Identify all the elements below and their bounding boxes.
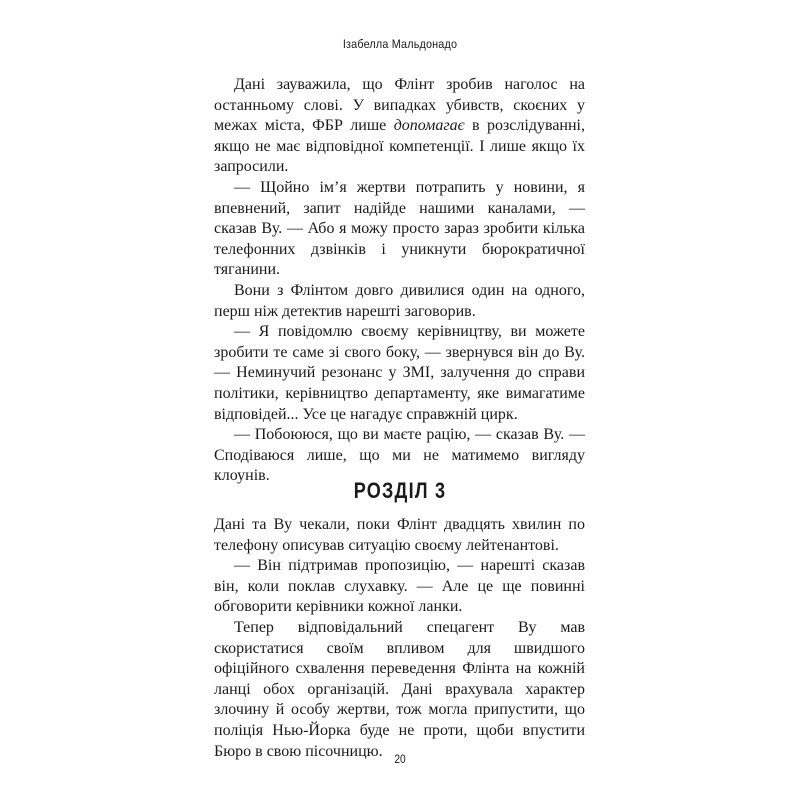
- page-number: 20: [394, 752, 406, 766]
- paragraph: Тепер відповідальний спецагент Ву мав скористатися своїм впливом для швидшого офіційного схвалення переведення Флінта на кожній ланці обох організацій. Дані врахувала характер злочину й особу жертви, тож могла припустити, що поліція Нью-Йорка буде не проти, щоби впустити Бюро в свою пісочницю.: [214, 618, 585, 760]
- paragraph: — Він підтримав пропозицію, — нарешті сказав він, коли поклав слухавку. — Але це ще повинні обговорити керівники кожної ланки.: [214, 557, 585, 616]
- paragraph: Вони з Флінтом довго дивилися один на одного, перш ніж детектив нарешті заговорив.: [214, 281, 585, 320]
- paragraph: — Я повідомлю своєму керівництву, ви можете зробити те саме зі свого боку, — звернувся він до Ву. — Неминучий резонанс у ЗМІ, залучення до справи політики, керівництво департаменту, яке вимагатиме відповідей... Усе це нагадує справжній цирк.: [214, 323, 585, 423]
- paragraph-text: в розслідуванні, якщо не має відповідної компетенції. І лише якщо їх запросили.: [214, 117, 585, 176]
- running-header-author: Ізабелла Мальдонадо: [342, 37, 458, 51]
- paragraph: — Щойно ім’я жертви потрапить у новини, я впевнений, запит надійде нашими каналами, — сказав Ву. — Або я можу просто зараз зробити кілька телефонних дзвінків і уникнути бюрократичної тяганини.: [214, 178, 585, 279]
- emphasized-word: допомагає: [393, 117, 465, 135]
- chapter-text-top: [214, 75, 585, 487]
- paragraph: — Побоююся, що ви маєте рацію, — сказав Ву. — Сподіваюся лише, що ми не матимемо вигляду клоунів.: [214, 426, 585, 485]
- chapter-title: РОЗДІЛ 3: [353, 478, 447, 503]
- paragraph: Дані та Ву чекали, поки Флінт двадцять хвилин по телефону описував ситуацію своєму лейтенантові.: [214, 516, 585, 554]
- chapter-text-bottom: [214, 515, 585, 762]
- paragraph-text: Дані зауважила, що Флінт зробив наголос на останньому слові. У випадках убивств, скоєних у межах міста, ФБР лише: [214, 76, 585, 135]
- paragraph: [214, 75, 585, 178]
